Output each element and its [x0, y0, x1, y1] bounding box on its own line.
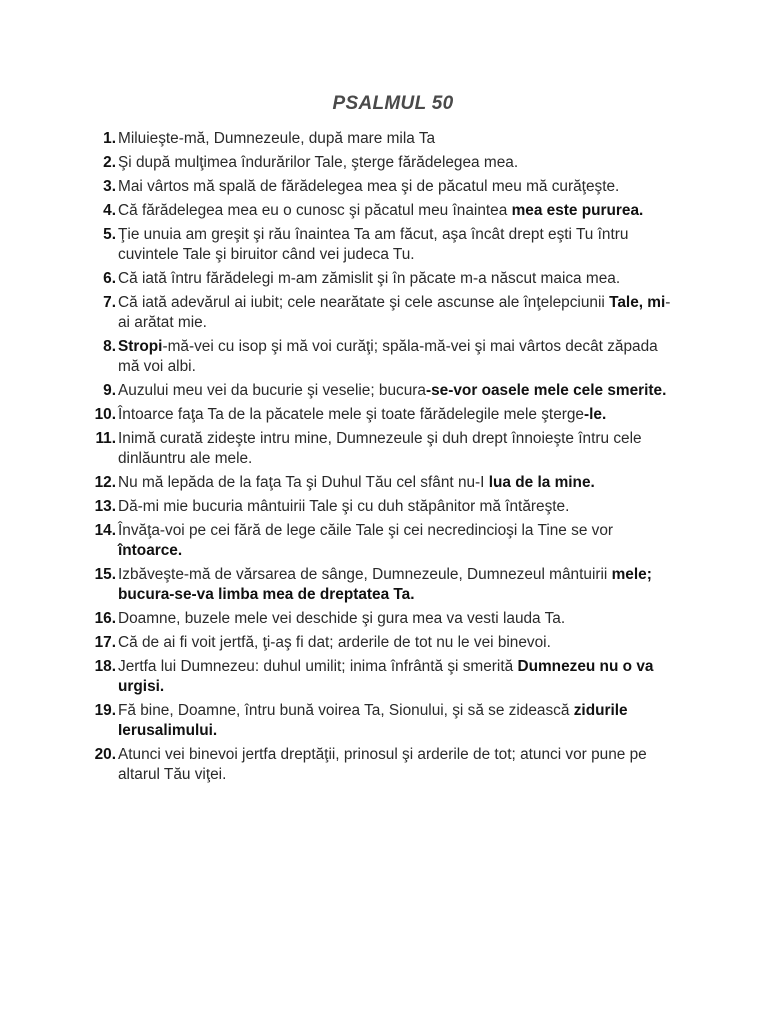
verse-text-regular: Întoarce faţa Ta de la păcatele mele şi toate fărădelegile mele şterge: [118, 406, 584, 423]
verse-text: [118, 429, 672, 469]
verse-number: 2.: [103, 154, 116, 171]
verse-number: 19.: [94, 702, 116, 719]
verse-number: 20.: [94, 746, 116, 763]
verse-text-regular: Învăţa-voi pe cei fără de lege căile Tale şi cei necredincioşi la Tine se vor: [118, 522, 614, 539]
verse-text: [118, 473, 672, 493]
verse-number: 9.: [103, 382, 116, 399]
verse-item: [0, 337, 768, 377]
verse-item: [0, 225, 768, 265]
verse-number: 15.: [94, 566, 116, 583]
verse-text-regular: Că iată adevărul ai iubit; cele nearătate şi cele ascunse ale înţelepciunii: [118, 294, 610, 311]
verse-text-regular: Că iată întru fărădelegi m-am zămislit şi în păcate m-a născut maica mea.: [118, 270, 621, 287]
verse-text-regular: Atunci vei binevoi jertfa dreptăţii, prinosul şi arderile de tot; atunci vor pune pe altarul Tău viţei.: [118, 746, 647, 783]
verse-text-bold: -le.: [584, 406, 607, 423]
verse-text-regular: Că fărădelegea mea eu o cunosc şi păcatul meu înaintea: [118, 202, 512, 219]
verse-text: [118, 381, 672, 401]
verse-text: [118, 609, 672, 629]
verse-number: 6.: [103, 270, 116, 287]
verse-text-regular: Inimă curată zideşte intru mine, Dumnezeule şi duh drept înnoieşte întru cele dinlăuntru ale mele.: [118, 430, 642, 467]
verse-number: 5.: [103, 226, 116, 243]
verse-item: [0, 565, 768, 605]
verse-item: [0, 473, 768, 493]
verse-number: 8.: [103, 338, 116, 355]
verse-number: 18.: [94, 658, 116, 675]
verse-number: 11.: [95, 430, 116, 447]
verse-number: 1.: [103, 130, 116, 147]
verse-item: [0, 521, 768, 561]
verse-text: [118, 745, 672, 785]
verse-item: [0, 701, 768, 741]
verse-text-bold: lua de la mine.: [488, 474, 595, 491]
verse-text-bold: mea este pururea.: [511, 202, 644, 219]
verse-text-tail: -ai arătat mie.: [118, 294, 671, 331]
verse-text: [118, 201, 672, 221]
verse-number: 12.: [94, 474, 116, 491]
verse-item: [0, 153, 768, 173]
verse-item: [0, 657, 768, 697]
verse-item: [0, 177, 768, 197]
verse-item: [0, 201, 768, 221]
verse-text-regular: Auzului meu vei da bucurie şi veselie; bucura: [118, 382, 426, 399]
verse-text-regular: Fă bine, Doamne, întru bună voirea Ta, Sionului, şi să se zidească: [118, 702, 574, 719]
verse-text-bold: -se-vor oasele mele cele smerite.: [425, 382, 667, 399]
verse-number: 10.: [94, 406, 116, 423]
verse-number: 17.: [94, 634, 116, 651]
verse-text-regular: Miluieşte-mă, Dumnezeule, după mare mila Ta: [118, 130, 436, 147]
verse-item: [0, 129, 768, 149]
verse-text-regular: Că de ai fi voit jertfă, ţi-aş fi dat; arderile de tot nu le vei binevoi.: [118, 634, 551, 651]
verse-text-regular: Izbăveşte-mă de vărsarea de sânge, Dumnezeule, Dumnezeul mântuirii: [118, 566, 612, 583]
verse-text-regular: Ţie unuia am greşit şi rău înaintea Ta am făcut, aşa încât drept eşti Tu întru cuvintele Tale şi biruitor când vei judeca Tu.: [118, 226, 629, 263]
verse-text: [118, 269, 672, 289]
verse-text-bold: întoarce.: [118, 542, 183, 559]
verse-item: [0, 405, 768, 425]
verse-item: [0, 269, 768, 289]
verse-text: [118, 497, 672, 517]
verse-item: [0, 381, 768, 401]
verse-text: [118, 521, 672, 561]
verse-text: [118, 225, 672, 265]
verse-text-bold: Tale, mi: [609, 294, 666, 311]
verse-text: [118, 177, 672, 197]
verse-number: 4.: [103, 202, 116, 219]
verse-text-bold: zidurile Ierusalimului.: [118, 702, 628, 739]
verse-item: [0, 293, 768, 333]
verse-text: [118, 293, 672, 333]
verse-text: [118, 633, 672, 653]
page-title: PSALMUL 50: [332, 93, 454, 114]
verse-text: [118, 701, 672, 741]
verse-text: [118, 129, 672, 149]
verse-text-bold: mele; bucura-se-va limba mea de dreptatea Ta.: [118, 566, 652, 603]
verse-text-regular: Nu mă lepăda de la faţa Ta şi Duhul Tău cel sfânt nu-I: [118, 474, 489, 491]
verse-text: [118, 565, 672, 605]
verse-text-regular: Dă-mi mie bucuria mântuirii Tale şi cu duh stăpânitor mă întăreşte.: [118, 498, 570, 515]
verse-text-regular: Jertfa lui Dumnezeu: duhul umilit; inima înfrântă şi smerită: [118, 658, 518, 675]
verse-number: 16.: [94, 610, 116, 627]
verse-text-bold: Dumnezeu nu o va urgisi.: [118, 658, 654, 695]
verse-text-regular: Şi după mulţimea îndurărilor Tale, şterge fărădelegea mea.: [118, 154, 519, 171]
verse-item: [0, 633, 768, 653]
verse-item: [0, 745, 768, 785]
verse-text: [118, 337, 672, 377]
verse-item: [0, 429, 768, 469]
verse-text-bold: Stropi: [118, 338, 163, 355]
verse-text-regular: Doamne, buzele mele vei deschide şi gura mea va vesti lauda Ta.: [118, 610, 566, 627]
verse-item: [0, 497, 768, 517]
verse-number: 3.: [103, 178, 116, 195]
verse-number: 13.: [94, 498, 116, 515]
verse-text: [118, 153, 672, 173]
verse-number: 7.: [103, 294, 116, 311]
verse-text-tail: -mă-vei cu isop şi mă voi curăţi; spăla-mă-vei şi mai vârtos decât zăpada mă voi albi.: [118, 338, 658, 375]
verse-item: [0, 609, 768, 629]
verse-text: [118, 657, 672, 697]
verse-text-regular: Mai vârtos mă spală de fărădelegea mea şi de păcatul meu mă curăţeşte.: [118, 178, 620, 195]
verse-list: [0, 129, 768, 785]
verse-number: 14.: [94, 522, 116, 539]
verse-text: [118, 405, 672, 425]
